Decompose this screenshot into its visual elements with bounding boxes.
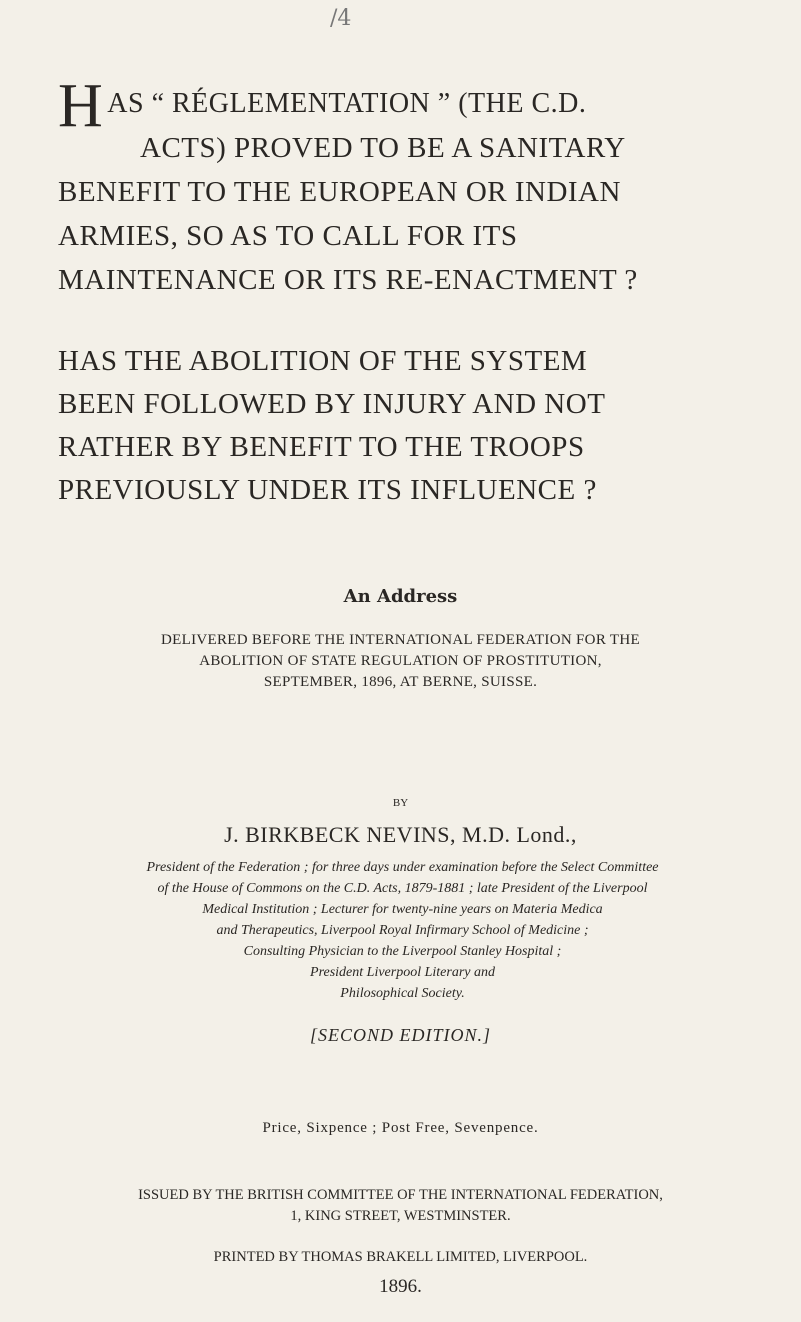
credentials-line-6: President Liverpool Literary and	[310, 965, 495, 980]
delivered-line-2: ABOLITION OF STATE REGULATION OF PROSTITUTION,	[199, 653, 602, 669]
delivered-line-1: DELIVERED BEFORE THE INTERNATIONAL FEDERATION FOR THE	[161, 632, 640, 648]
address-title: An Address	[343, 586, 458, 607]
credentials-line-3: Medical Institution ; Lecturer for twenty-nine years on Materia Medica	[202, 902, 603, 917]
credentials-line-5: Consulting Physician to the Liverpool Stanley Hospital ;	[243, 944, 562, 959]
edition-label: [SECOND EDITION.]	[309, 1025, 491, 1045]
question-one-line-2: ACTS) PROVED TO BE A SANITARY	[140, 132, 626, 164]
question-two-line-4: PREVIOUSLY UNDER ITS INFLUENCE ?	[58, 474, 597, 506]
credentials-line-1: President of the Federation ; for three days under examination before the Select Committee	[146, 860, 659, 875]
question-one-line-4: ARMIES, SO AS TO CALL FOR ITS	[58, 220, 518, 252]
publication-year: 1896.	[379, 1276, 422, 1297]
author-credentials	[50, 857, 755, 1004]
delivered-statement	[0, 630, 801, 693]
credentials-line-2: of the House of Commons on the C.D. Acts, 1879-1881 ; late President of the Liverpool	[157, 881, 648, 896]
author-name: J. BIRKBECK NEVINS, M.D. Lond.,	[224, 822, 577, 847]
printer-statement: PRINTED BY THOMAS BRAKELL LIMITED, LIVERPOOL.	[213, 1249, 588, 1265]
question-one-line-1: AS “ RÉGLEMENTATION ” (THE C.D.	[107, 88, 587, 119]
question-one	[58, 72, 758, 302]
credentials-line-4: and Therapeutics, Liverpool Royal Infirmary School of Medicine ;	[216, 923, 589, 938]
issued-line-1: ISSUED BY THE BRITISH COMMITTEE OF THE INTERNATIONAL FEDERATION,	[138, 1187, 663, 1203]
price-line: Price, Sixpence ; Post Free, Sevenpence.	[262, 1120, 539, 1136]
credentials-line-7: Philosophical Society.	[340, 986, 465, 1001]
question-one-line-3: BENEFIT TO THE EUROPEAN OR INDIAN	[58, 176, 621, 208]
handwritten-mark: /4	[330, 6, 352, 31]
question-two-line-2: BEEN FOLLOWED BY INJURY AND NOT	[58, 388, 606, 420]
by-label: BY	[392, 797, 409, 809]
question-two-line-1: HAS THE ABOLITION OF THE SYSTEM	[58, 345, 588, 377]
publisher-statement	[0, 1185, 801, 1227]
drop-cap: H	[58, 72, 104, 140]
question-two-line-3: RATHER BY BENEFIT TO THE TROOPS	[58, 431, 585, 463]
question-one-line-5: MAINTENANCE OR ITS RE-ENACTMENT ?	[58, 264, 638, 296]
delivered-line-3: SEPTEMBER, 1896, AT BERNE, SUISSE.	[263, 674, 538, 690]
issued-line-2: 1, KING STREET, WESTMINSTER.	[290, 1208, 511, 1224]
question-two	[58, 340, 758, 512]
